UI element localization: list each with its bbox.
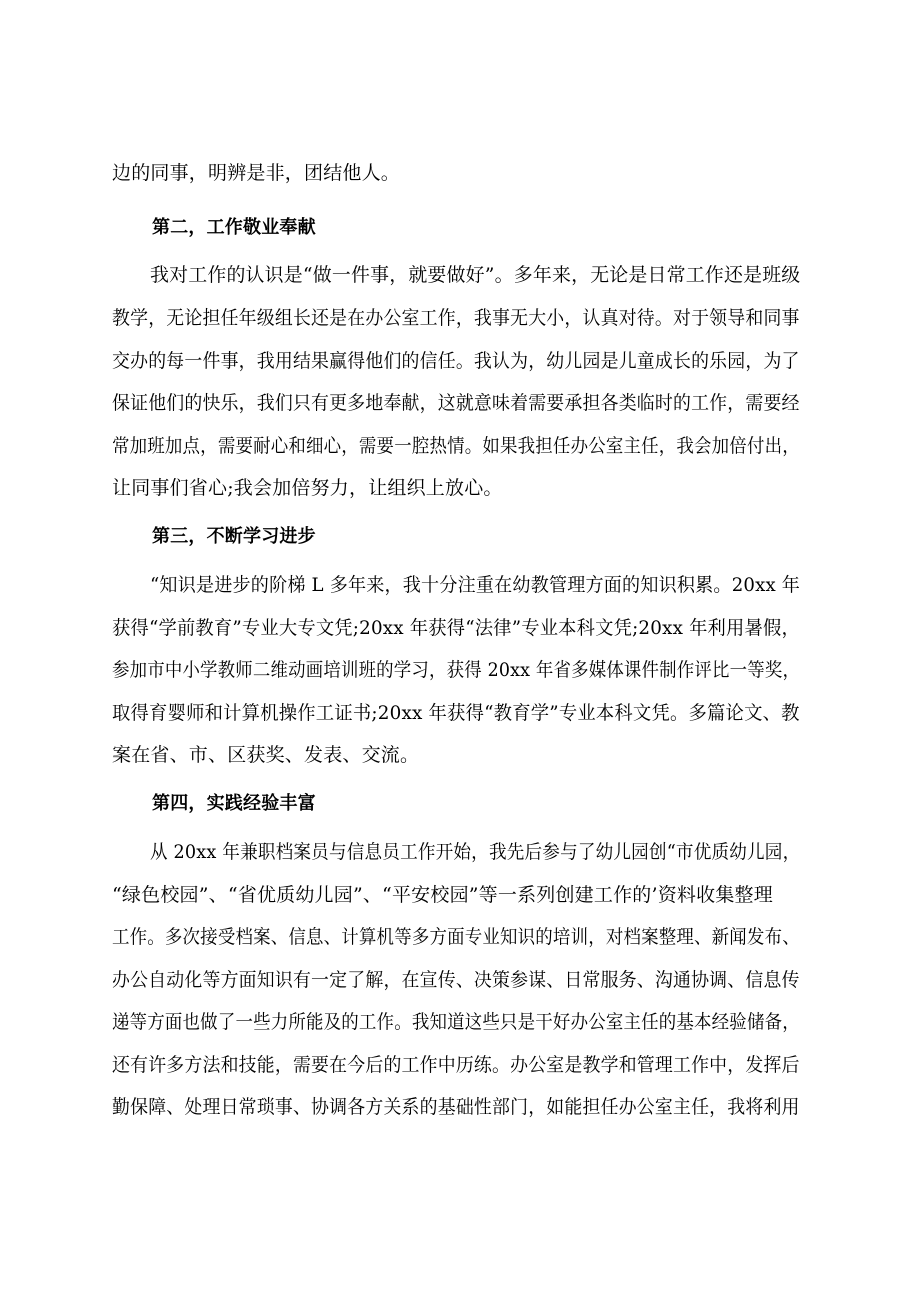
paragraph-line: 常加班加点，需要耐心和细心，需要一腔热情。如果我担任办公室主任，我会加倍付出， (112, 435, 800, 457)
paragraph-line: 工作。多次接受档案、信息、计算机等多方面专业知识的培训，对档案整理、新闻发布、 (112, 926, 800, 948)
paragraph-line: 参加市中小学教师二维动画培训班的学习，获得 20xx 年省多媒体课件制作评比一等奖， (112, 659, 801, 681)
section-heading: 第二，工作敬业奉献 (152, 217, 316, 238)
paragraph-line: 保证他们的快乐，我们只有更多地奉献，这就意味着需要承担各类临时的工作，需要经 (112, 392, 800, 414)
paragraph-line: “知识是进步的阶梯 L 多年来，我十分注重在幼教管理方面的知识积累。20xx 年 (150, 574, 801, 596)
paragraph-line: 边的同事，明辨是非，团结他人。 (112, 162, 401, 184)
paragraph-line: 交办的每一件事，我用结果赢得他们的信任。我认为，幼儿园是儿童成长的乐园，为了 (112, 350, 800, 372)
paragraph-line: 获得“学前教育”专业大专文凭;20xx 年获得“法律”专业本科文凭;20xx 年利用暑假， (112, 617, 800, 639)
paragraph-line: 递等方面也做了一些力所能及的工作。我知道这些只是干好办公室主任的基本经验储备， (112, 1011, 800, 1033)
section-heading: 第三，不断学习进步 (152, 526, 316, 547)
paragraph-line: 还有许多方法和技能，需要在今后的工作中历练。办公室是教学和管理工作中，发挥后 (112, 1054, 800, 1076)
paragraph-line: 勤保障、处理日常琐事、协调各方关系的基础性部门，如能担任办公室主任，我将利用 (112, 1096, 800, 1118)
paragraph-line: 让同事们省心;我会加倍努力，让组织上放心。 (112, 477, 503, 499)
paragraph-line: 办公自动化等方面知识有一定了解，在宣传、决策参谋、日常服务、沟通协调、信息传 (112, 969, 800, 991)
paragraph-line: 教学，无论担任年级组长还是在办公室工作，我事无大小，认真对待。对于领导和同事 (112, 307, 800, 329)
paragraph-line: 我对工作的认识是“做一件事，就要做好”。多年来，无论是日常工作还是班级 (150, 264, 801, 286)
paragraph-line: “绿色校园”、“省优质幼儿园”、“平安校园”等一系列创建工作的’资料收集整理 (112, 884, 773, 906)
paragraph-line: 取得育婴师和计算机操作工证书;20xx 年获得“教育学”专业本科文凭。多篇论文、教 (112, 702, 800, 724)
paragraph-line: 案在省、市、区获奖、发表、交流。 (112, 744, 420, 766)
section-heading: 第四，实践经验丰富 (152, 793, 316, 814)
paragraph-line: 从 20xx 年兼职档案员与信息员工作开始，我先后参与了幼儿园创“市优质幼儿园， (150, 841, 801, 863)
